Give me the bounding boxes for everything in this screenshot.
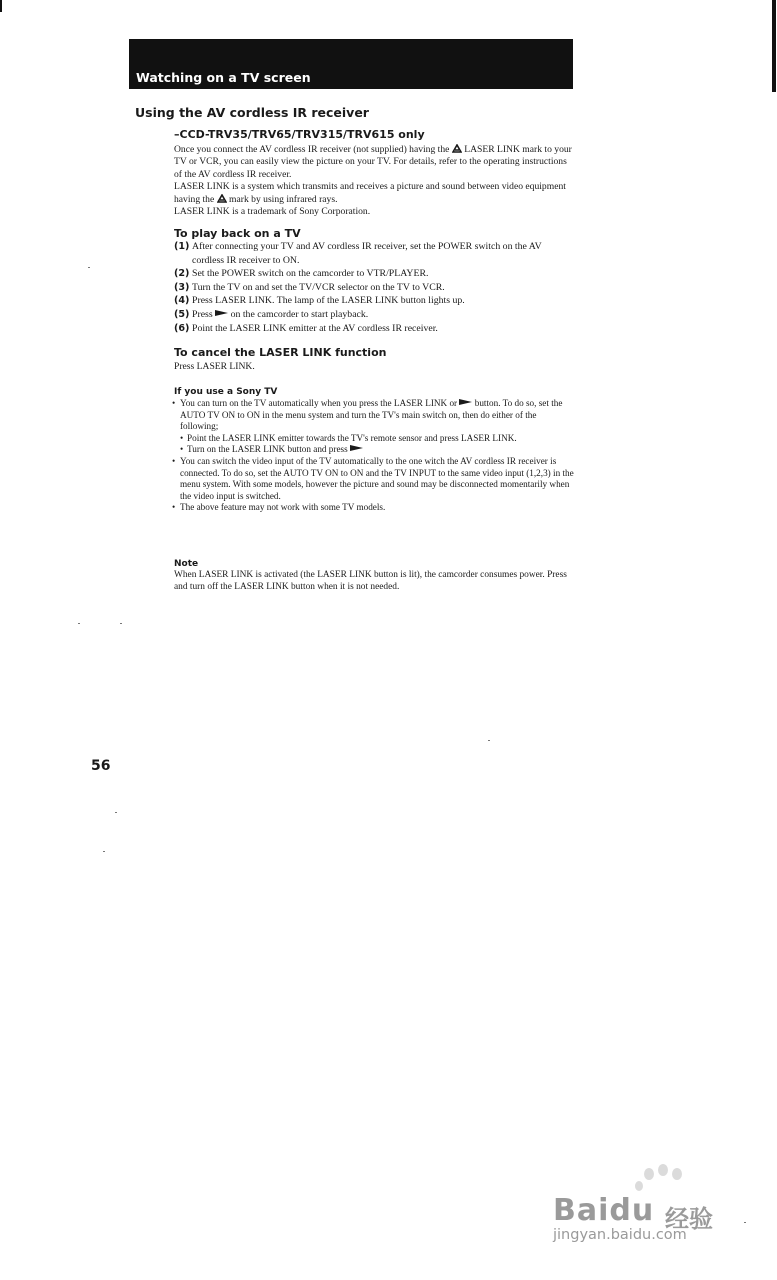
intro-line-2: LASER LINK mark to your TV or VCR, you can easily view the picture on your TV. For details, refer to the operating instructions of the AV cordless IR receiver.	[174, 144, 572, 180]
trademark-note: LASER LINK is a trademark of Sony Corporation.	[174, 206, 371, 218]
sub-bullet-item: • Point the LASER LINK emitter towards the TV's remote sensor and press LASER LINK.	[172, 433, 574, 445]
play-icon	[459, 399, 472, 405]
step-item: (6) Point the LASER LINK emitter at the AV cordless IR receiver.	[174, 322, 438, 334]
model-subheading: –CCD-TRV35/TRV65/TRV315/TRV615 only	[174, 128, 425, 141]
note-text: When LASER LINK is activated (the LASER LINK button is lit), the camcorder consumes power. Press and turn off the LASER LINK button when it is not needed.	[174, 570, 567, 592]
scan-speck	[744, 1222, 746, 1223]
note-heading: Note	[174, 559, 199, 569]
watermark-brand: Baidu	[553, 1193, 655, 1228]
play-steps	[174, 240, 574, 335]
play-icon	[215, 310, 228, 316]
scan-speck	[78, 623, 80, 624]
step-item: (4) Press LASER LINK. The lamp of the LASER LINK button lights up.	[174, 295, 465, 307]
step-item: (5) Press on the camcorder to start playback.	[174, 308, 369, 320]
scan-speck	[103, 851, 105, 852]
scan-speck	[488, 740, 490, 741]
cancel-text: Press LASER LINK.	[174, 361, 255, 372]
page-number: 56	[91, 758, 111, 774]
page-edge-mark	[0, 0, 2, 12]
intro-line-4: mark by using infrared rays.	[229, 193, 338, 205]
step-item: (3) Turn the TV on and set the TV/VCR selector on the TV to VCR.	[174, 281, 445, 293]
play-icon	[350, 445, 363, 451]
intro-line-3: LASER LINK is a system which transmits and receives a picture and sound between video equipment having the	[174, 181, 566, 205]
page-edge-rule	[772, 0, 776, 92]
step-item: (1) After connecting your TV and AV cordless IR receiver, set the POWER switch on the AV cordless IR receiver to ON.	[174, 241, 542, 266]
sub-bullet-item: • Turn on the LASER LINK button and press	[172, 444, 574, 456]
sony-tv-bullets	[172, 398, 574, 514]
intro-text	[174, 144, 574, 218]
bullet-item: • You can switch the video input of the TV automatically to the one witch the AV cordless IR receiver is connected. To do so, set the AUTO TV ON to ON and the TV INPUT to the same video input (1,2,3) in the menu system. With some models, however the picture and sound may be disconnected momentarily when the video input is switched.	[172, 456, 574, 502]
watermark-url: jingyan.baidu.com	[553, 1227, 687, 1243]
sony-tv-heading: If you use a Sony TV	[174, 387, 278, 397]
scan-speck	[88, 267, 90, 268]
scan-speck	[115, 812, 117, 813]
cancel-heading: To cancel the LASER LINK function	[174, 346, 387, 359]
bullet-item: • You can turn on the TV automatically when you press the LASER LINK or button. To do so, set the AUTO TV ON to ON in the menu system and turn the TV's main switch on, then do either of the following;	[172, 398, 574, 433]
watermark-cn: 经验	[665, 1205, 713, 1233]
section-header-bar	[129, 39, 573, 89]
section-title: Watching on a TV screen	[136, 70, 311, 85]
page-heading: Using the AV cordless IR receiver	[135, 105, 369, 120]
laser-link-icon	[217, 194, 227, 203]
laser-link-icon	[452, 144, 462, 153]
intro-line-1: Once you connect the AV cordless IR receiver (not supplied) having the	[174, 144, 450, 155]
bullet-item: • The above feature may not work with some TV models.	[172, 502, 574, 514]
play-heading: To play back on a TV	[174, 227, 301, 240]
scan-speck	[120, 623, 122, 624]
step-item: (2) Set the POWER switch on the camcorder to VTR/PLAYER.	[174, 268, 429, 280]
